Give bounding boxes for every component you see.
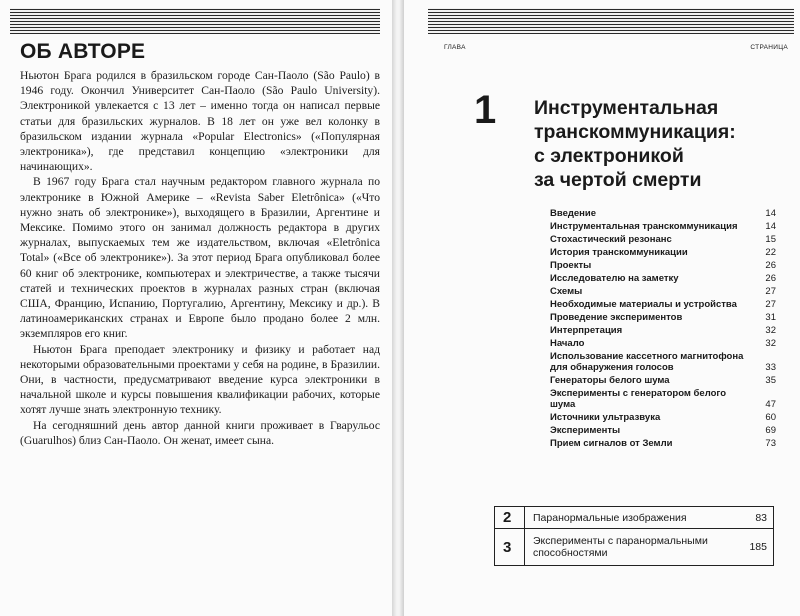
toc-item-title: Необходимые материалы и устройства (550, 299, 737, 310)
toc-item-title: Введение (550, 208, 597, 219)
chapter-title-line: за чертой смерти (534, 169, 702, 191)
chapter-row-number: 3 (495, 529, 525, 565)
chapter-number: 1 (474, 88, 497, 132)
toc-item[interactable] (550, 412, 776, 423)
chapter-row-title: Эксперименты с паранормальными способностями (533, 535, 708, 559)
author-paragraph: Ньютон Брага преподает электронику и физику и работает над некоторыми образовательными проектами у себя на родине, в Бразилии. Они, в частности, предусматривают введение курса электроники в начальной школе и курсы повышения квалификации рабочих, которые хотят лучше знать электронную технику. (20, 342, 380, 417)
toc-item[interactable] (550, 375, 776, 386)
chapter-row-page: 83 (755, 511, 767, 524)
header-page-label: СТРАНИЦА (750, 44, 788, 51)
toc-item[interactable] (550, 247, 776, 258)
toc-item-page: 27 (765, 286, 776, 297)
chapter-row-page: 185 (749, 541, 767, 553)
chapter-title (534, 96, 774, 192)
toc-item-title: Стохастический резонанс (550, 234, 672, 245)
toc-item[interactable] (550, 273, 776, 284)
header-hatch-bar (10, 8, 380, 34)
toc-item-page: 31 (765, 312, 776, 323)
toc-item[interactable] (550, 325, 776, 336)
chapter-list (494, 506, 774, 566)
toc-item-title: История транскоммуникации (550, 247, 688, 258)
toc-item-title: Эксперименты (550, 425, 621, 436)
toc-item[interactable] (550, 299, 776, 310)
toc-item[interactable] (550, 388, 776, 410)
toc-item-page: 47 (765, 399, 776, 410)
toc-item-title: Проекты (550, 260, 592, 271)
toc-item[interactable] (550, 425, 776, 436)
chapter-row[interactable] (495, 529, 773, 565)
toc-item-page: 14 (765, 221, 776, 232)
toc-item-title: Исследователю на заметку (550, 273, 679, 284)
about-author-heading: ОБ АВТОРЕ (20, 40, 146, 63)
book-gutter (392, 0, 404, 616)
toc-item-title: Проведение экспериментов (550, 312, 683, 323)
toc-item-page: 73 (765, 438, 776, 449)
left-page (0, 0, 392, 616)
toc-item-page: 15 (765, 234, 776, 245)
toc-item[interactable] (550, 286, 776, 297)
about-author-text (20, 68, 380, 448)
toc-item[interactable] (550, 208, 776, 219)
toc-item-title: Начало (550, 338, 585, 349)
toc-item[interactable] (550, 312, 776, 323)
toc-item-title: Прием сигналов от Земли (550, 438, 673, 449)
author-paragraph: На сегодняшний день автор данной книги проживает в Гварульос (Guarulhos) близ Сан-Паоло. Он женат, имеет сына. (20, 418, 380, 447)
chapter-title-line: с электроникой (534, 145, 684, 167)
toc-item-title: Схемы (550, 286, 583, 297)
chapter-title-line: транскоммуникация: (534, 121, 736, 143)
toc-item[interactable] (550, 351, 776, 373)
toc-item-page: 27 (765, 299, 776, 310)
toc-item-title: Инструментальная транскоммуникация (550, 221, 738, 232)
chapter-row-number: 2 (495, 507, 525, 528)
toc-item-page: 14 (765, 208, 776, 219)
toc-item-title: Эксперименты с генератором белого шума (550, 388, 727, 410)
header-hatch-bar (428, 8, 794, 34)
header-chapter-label: ГЛАВА (444, 44, 466, 51)
right-page (404, 0, 800, 616)
toc-item-page: 69 (765, 425, 776, 436)
chapter-row[interactable] (495, 507, 773, 529)
chapter-row-title: Паранормальные изображения (533, 511, 687, 524)
toc-item-title: Источники ультразвука (550, 412, 661, 423)
toc-item-title: Интерпретация (550, 325, 623, 336)
toc-item-title: Генераторы белого шума (550, 375, 670, 386)
toc-item-page: 22 (765, 247, 776, 258)
toc-item-page: 26 (765, 260, 776, 271)
toc-item-title: Использование кассетного магнитофона для обнаружения голосов (550, 351, 744, 373)
table-of-contents (550, 208, 776, 451)
toc-item[interactable] (550, 338, 776, 349)
toc-item-page: 33 (765, 362, 776, 373)
toc-item-page: 26 (765, 273, 776, 284)
author-paragraph: В 1967 году Брага стал научным редактором главного журнала по электронике в Южной Америке – «Revista Saber Eletrônica» («Что нужно знать об электронике»), выходящего в Бразилии, Аргентине и Мексике. Помимо этого он занимал должность редактора в других журналах, выпускаемых тем же издательством, включая «Eletrônica Total» («Все об электронике»). За этот период Брага опубликовал более 60 книг об электронике, компьютерах и электричестве, а также тысячи статей и технических проектов в журналах разных стран (включая США, Францию, Испанию, Португалию, Аргентину, Мексику и др.). В латиноамериканских странах и Европе было продано более 2 млн. экземпляров его книг. (20, 175, 380, 341)
toc-item-page: 60 (765, 412, 776, 423)
toc-item[interactable] (550, 234, 776, 245)
toc-item-page: 32 (765, 338, 776, 349)
toc-item[interactable] (550, 260, 776, 271)
toc-item-page: 35 (765, 375, 776, 386)
toc-item-page: 32 (765, 325, 776, 336)
toc-item[interactable] (550, 221, 776, 232)
author-paragraph: Ньютон Брага родился в бразильском городе Сан-Паоло (São Paulo) в 1946 году. Окончил Университет Сан-Паоло (São Paulo University). Электроникой увлекается с 13 лет – именно тогда он написал первые статьи для бразильских журналов. В 18 лет он уже вел колонку в бразильском издании журнала «Popular Electronics» («Популярная электроника»), где представил концепцию «электроники для начинающих». (20, 69, 380, 174)
toc-item[interactable] (550, 438, 776, 449)
chapter-title-line: Инструментальная (534, 97, 719, 119)
